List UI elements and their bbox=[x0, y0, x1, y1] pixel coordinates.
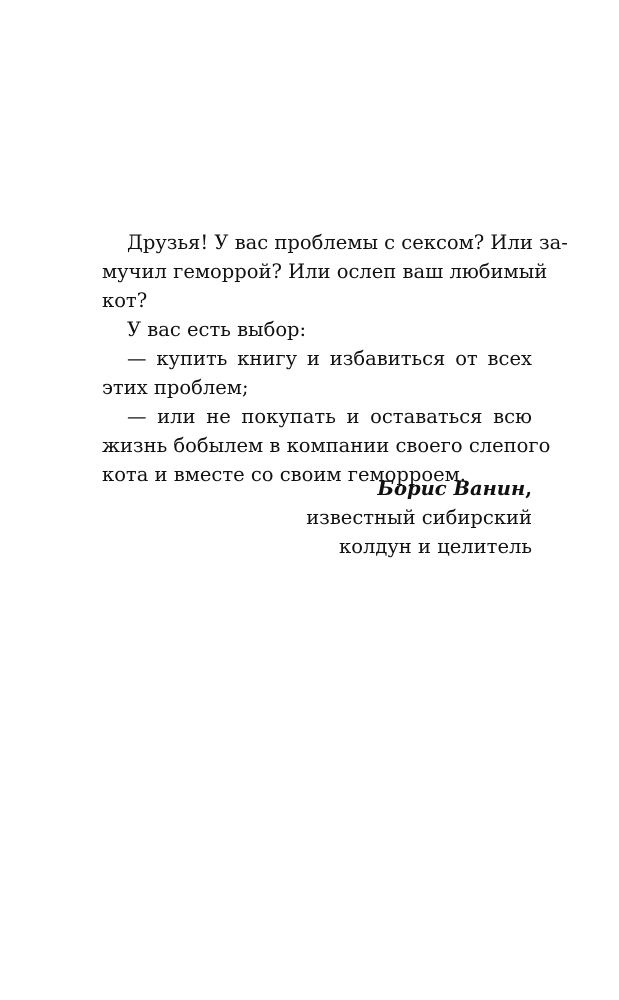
author-title-line: колдун и целитель bbox=[339, 535, 532, 558]
author-name-comma: , bbox=[525, 477, 532, 500]
text-line: — купить книгу и избавиться от всех bbox=[127, 347, 532, 370]
text-line: — или не покупать и оставаться всю bbox=[127, 405, 532, 428]
paragraph-intro bbox=[102, 228, 568, 315]
text-line: мучил геморрой? Или ослеп ваш любимый bbox=[102, 260, 548, 283]
signature-name-line bbox=[306, 474, 532, 503]
signature-block bbox=[306, 474, 532, 561]
text-line: Друзья! У вас проблемы с сексом? Или за- bbox=[127, 231, 568, 254]
text-line: кот? bbox=[102, 289, 148, 312]
epigraph-text bbox=[102, 228, 568, 489]
author-title-line: известный сибирский bbox=[306, 506, 532, 529]
text-line: кота и вместе со своим геморроем. bbox=[102, 463, 467, 486]
paragraph-option-buy bbox=[102, 344, 532, 402]
text-line: жизнь бобылем в компании своего слепого bbox=[102, 434, 551, 457]
text-line: У вас есть выбор: bbox=[127, 318, 307, 341]
author-name: Борис Ванин bbox=[377, 477, 526, 500]
text-line: этих проблем; bbox=[102, 376, 249, 399]
paragraph-choice bbox=[102, 315, 532, 344]
